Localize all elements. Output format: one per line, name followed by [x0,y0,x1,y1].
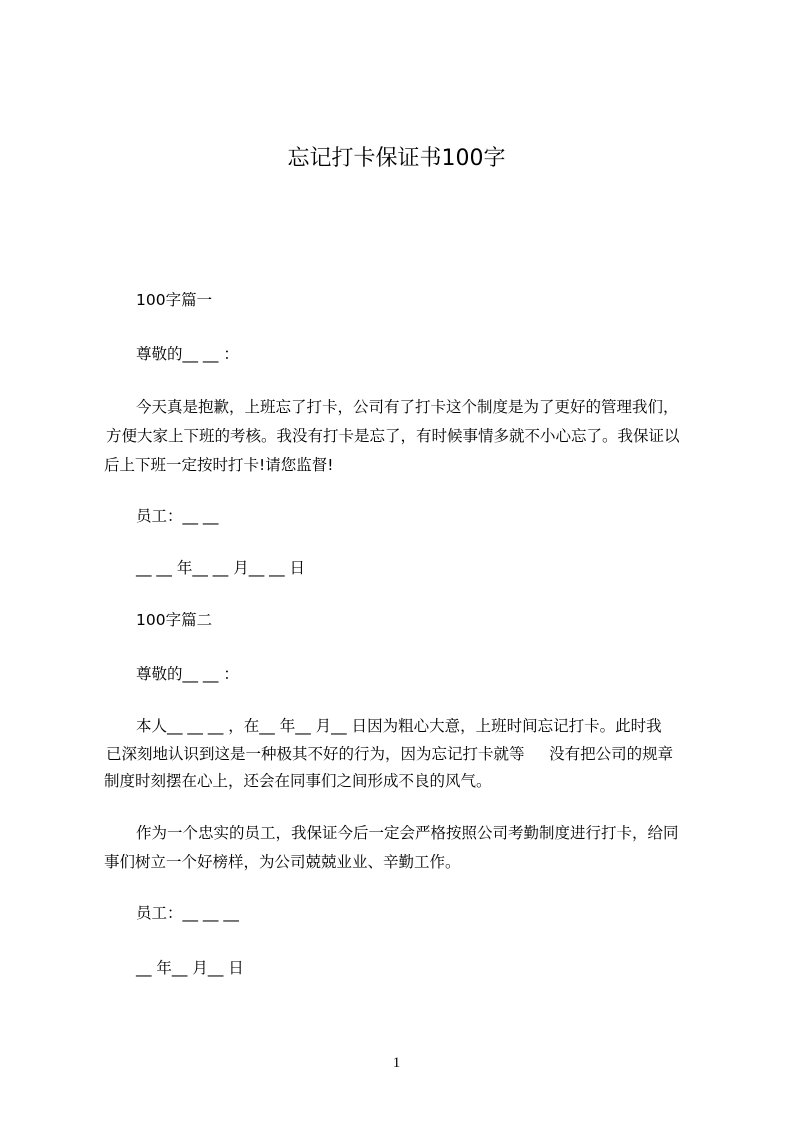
paragraph-line: 已深刻地认识到这是一种极其不好的行为，因为忘记打卡就等 没有把公司的规章 [106,745,674,763]
salutation: 尊敬的__ __ ： [136,665,239,683]
signature: 员工：__ __ __ [136,904,239,922]
document-title: 忘记打卡保证书100字 [287,146,506,171]
paragraph-line: 事们树立一个好榜样，为公司兢兢业业、辛勤工作。 [104,853,461,871]
paragraph-line: 作为一个忠实的员工，我保证今后一定会严格按照公司考勤制度进行打卡，给同 [136,824,679,842]
date-line: __ __ 年__ __ 月__ __ 日 [136,559,306,577]
page-number: 1 [392,1055,401,1071]
paragraph-line: 后上下班一定按时打卡!请您监督! [104,456,334,474]
section-heading: 100字篇二 [136,611,213,629]
paragraph-line: 制度时刻摆在心上，还会在同事们之间形成不良的风气。 [104,772,492,790]
date-line: __ 年__ 月__ 日 [136,959,244,977]
paragraph-line: 方便大家上下班的考核。我没有打卡是忘了，有时候事情多就不小心忘了。我保证以 [106,427,680,445]
section-heading: 100字篇一 [136,291,213,309]
salutation: 尊敬的__ __ ： [136,345,239,363]
paragraph-line: 本人__ __ __ ，在__ 年__ 月__ 日因为粗心大意，上班时间忘记打卡。此时我 [136,717,662,735]
signature: 员工：__ __ [136,507,219,525]
paragraph-line: 今天真是抱歉，上班忘了打卡，公司有了打卡这个制度是为了更好的管理我们， [136,398,679,416]
